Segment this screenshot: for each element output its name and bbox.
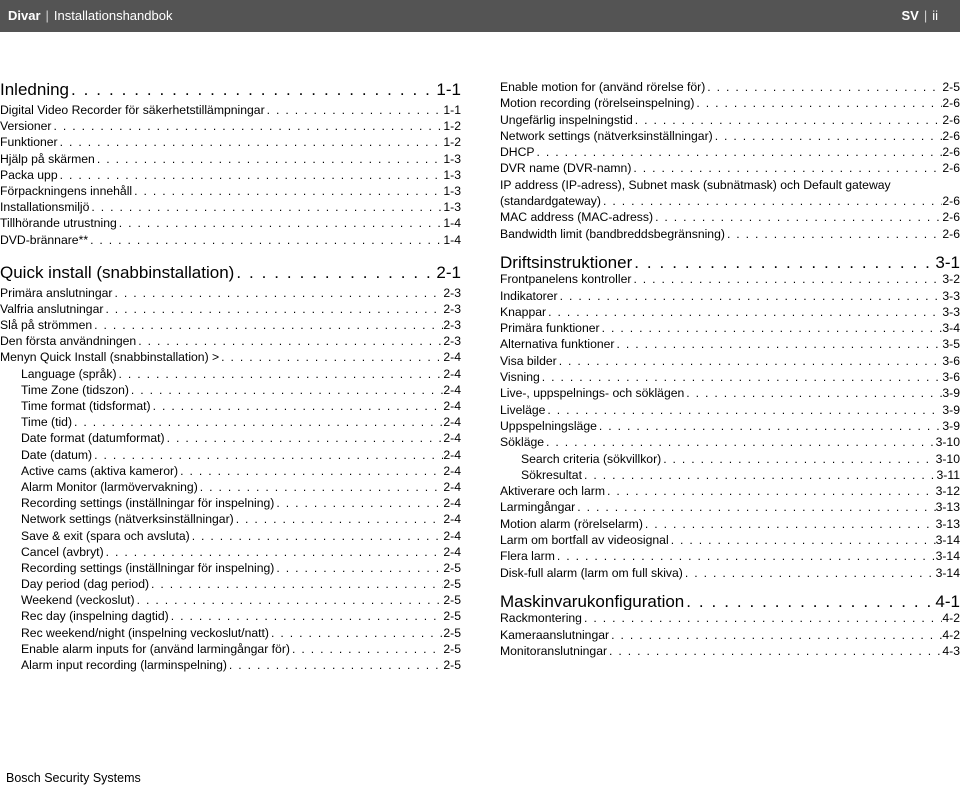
toc-subentry[interactable] (0, 544, 461, 560)
toc-entry-title: Visning (500, 370, 540, 385)
toc-entry[interactable] (500, 418, 960, 434)
toc-entry-page: 1-4 (443, 216, 461, 231)
toc-entry[interactable] (500, 499, 960, 515)
toc-entry[interactable] (500, 565, 960, 581)
toc-entry[interactable] (0, 199, 461, 215)
toc-entry-title: Sökläge (500, 435, 545, 450)
toc-entry-page: 1-3 (443, 183, 461, 198)
toc-dot-leader (575, 499, 935, 515)
toc-dot-leader (684, 594, 935, 610)
toc-entry-page: 2-5 (443, 641, 461, 656)
toc-entry-title: Kameraanslutningar (500, 627, 610, 642)
toc-entry-title: Network settings (nätverksinställningar) (500, 128, 713, 143)
toc-entry-title: Primära anslutningar (0, 285, 113, 300)
toc-dot-leader (653, 209, 942, 225)
toc-subentry[interactable] (0, 657, 461, 673)
footer-text: Bosch Security Systems (6, 771, 141, 785)
toc-entry[interactable] (500, 271, 960, 287)
toc-entry-title: Network settings (nätverksinställningar) (21, 512, 234, 527)
page-number: ii (932, 8, 938, 23)
toc-entry-page: 4-2 (942, 611, 960, 626)
toc-dot-leader (234, 261, 436, 285)
toc-entry-page: 2-5 (443, 560, 461, 575)
toc-entry-title: Valfria anslutningar (0, 301, 104, 316)
toc-dot-leader (227, 657, 443, 673)
toc-entry-title: Funktioner (0, 135, 58, 150)
toc-entry-page: 2-3 (443, 318, 461, 333)
toc-entry[interactable] (0, 151, 461, 167)
toc-entry-page: 2-6 (942, 226, 960, 241)
toc-subentry[interactable] (0, 430, 461, 446)
toc-entry-page: 2-4 (443, 496, 461, 511)
toc-dot-leader (555, 548, 936, 564)
toc-entry-title: Larmingångar (500, 500, 576, 515)
toc-entry-page: 2-5 (942, 80, 960, 94)
toc-dot-leader (88, 232, 443, 248)
toc-entry-page: 3-6 (942, 353, 960, 368)
toc-entry-page: 2-6 (942, 161, 960, 176)
toc-entry[interactable] (500, 226, 960, 242)
toc-entry-page: 3-1 (935, 254, 960, 272)
toc-entry-title: Enable motion for (använd rörelse för) (500, 80, 706, 94)
toc-entry-page: 3-10 (935, 451, 960, 466)
toc-entry[interactable] (500, 434, 960, 450)
toc-entry[interactable] (500, 353, 960, 369)
toc-dot-leader (600, 320, 943, 336)
toc-dot-leader (683, 565, 936, 581)
product-name: Divar (8, 8, 41, 23)
toc-entry[interactable] (500, 610, 960, 626)
toc-dot-leader (601, 193, 942, 209)
toc-entry-title: Save & exit (spara och avsluta) (21, 528, 190, 543)
toc-dot-leader (103, 301, 443, 317)
toc-entry[interactable] (0, 317, 461, 333)
toc-dot-leader (631, 160, 942, 176)
toc-entry[interactable] (0, 118, 461, 134)
toc-entry-page: 3-3 (942, 304, 960, 319)
toc-dot-leader (132, 183, 443, 199)
toc-entry-page: 2-6 (942, 96, 960, 111)
toc-entry-page: 2-4 (443, 366, 461, 381)
toc-entry-title: Frontpanelens kontroller (500, 272, 632, 287)
toc-dot-leader (632, 255, 935, 271)
toc-entry-title: Alarm Monitor (larmövervakning) (21, 479, 198, 494)
toc-dot-leader (136, 333, 443, 349)
toc-entry-title: Installationsmiljö (0, 200, 90, 215)
toc-dot-leader (669, 532, 936, 548)
toc-subentry[interactable] (0, 625, 461, 641)
toc-entry-title: Uppspelningsläge (500, 418, 597, 433)
toc-entry[interactable] (500, 160, 960, 176)
toc-entry-page: 2-4 (443, 447, 461, 462)
toc-dot-leader (95, 151, 444, 167)
toc-entry-page: 2-4 (443, 463, 461, 478)
toc-entry[interactable] (500, 532, 960, 548)
toc-chapter[interactable] (0, 261, 461, 285)
toc-dot-leader (545, 402, 942, 418)
toc-entry[interactable] (500, 643, 960, 659)
toc-dot-leader (607, 643, 942, 659)
toc-entry-page: 3-13 (935, 516, 960, 531)
toc-entry-title: Day period (dag period) (21, 577, 150, 592)
toc-entry[interactable] (0, 333, 461, 349)
toc-entry-title: MAC address (MAC-adress) (500, 210, 654, 225)
toc-entry-title: Weekend (veckoslut) (21, 593, 135, 608)
toc-entry-page: 1-2 (443, 135, 461, 150)
toc-entry-page: 3-12 (935, 484, 960, 499)
toc-dot-leader (633, 112, 943, 128)
toc-entry-title: DVD-brännare** (0, 232, 89, 247)
toc-dot-leader (684, 385, 942, 401)
toc-dot-leader (290, 641, 443, 657)
toc-entry-title: Live-, uppspelnings- och söklägen (500, 386, 685, 401)
toc-entry-title: Sökresultat (521, 467, 582, 482)
toc-dot-leader (234, 511, 444, 527)
toc-dot-leader (129, 382, 443, 398)
toc-entry-page: 2-5 (443, 593, 461, 608)
toc-entry-page: 2-3 (443, 285, 461, 300)
toc-entry-title: Disk-full alarm (larm om full skiva) (500, 565, 683, 580)
toc-left-column (0, 78, 461, 673)
toc-dot-leader (605, 483, 936, 499)
toc-entry-page: 2-5 (443, 658, 461, 672)
toc-entry-page: 4-1 (935, 593, 960, 611)
header-left (8, 8, 172, 23)
toc-entry-title: Time format (tidsformat) (21, 399, 151, 413)
toc-entry-title: Time (tid) (21, 415, 73, 430)
toc-dot-leader (198, 479, 444, 495)
toc-entry-title: Motion recording (rörelseinspelning) (500, 96, 695, 111)
toc-entry-page: 2-5 (443, 625, 461, 640)
toc-chapter[interactable] (500, 594, 960, 610)
toc-entry-page: 1-3 (443, 167, 461, 182)
toc-entry-page: 4-3 (942, 643, 960, 658)
toc-dot-leader (92, 317, 443, 333)
toc-entry-title: DHCP (500, 145, 535, 160)
toc-entry-title: DVR name (DVR-namn) (500, 161, 632, 176)
toc-subentry[interactable] (0, 382, 461, 398)
toc-entry[interactable] (500, 402, 960, 418)
toc-entry-page: 1-4 (443, 232, 461, 247)
language-code: SV (901, 8, 919, 23)
toc-entry-title: Förpackningens innehåll (0, 183, 133, 198)
toc-dot-leader (631, 271, 942, 287)
toc-dot-leader (725, 226, 942, 242)
toc-dot-leader (165, 430, 444, 446)
toc-entry-title: Motion alarm (rörelselarm) (500, 516, 643, 531)
toc-entry[interactable] (0, 215, 461, 231)
toc-dot-leader (713, 128, 943, 144)
toc-entry-title: Bandwidth limit (bandbreddsbegränsning) (500, 226, 725, 241)
toc-dot-leader (597, 418, 942, 434)
toc-subentry[interactable] (0, 463, 461, 479)
toc-dot-leader (219, 349, 443, 365)
toc-entry[interactable] (500, 144, 960, 160)
toc-entry-title: Rackmontering (500, 611, 582, 626)
toc-entry-title: Knappar (500, 304, 547, 319)
toc-entry-page: 2-5 (443, 609, 461, 624)
toc-dot-leader (643, 516, 936, 532)
toc-subentry[interactable] (0, 641, 461, 657)
toc-dot-leader (151, 398, 444, 414)
toc-dot-leader (609, 627, 942, 643)
toc-dot-leader (58, 134, 444, 150)
toc-dot-leader (558, 288, 943, 304)
toc-chapter[interactable] (500, 255, 960, 271)
toc-entry-title: Quick install (snabbinstallation) (0, 262, 235, 282)
toc-entry[interactable] (0, 285, 461, 301)
toc-entry-title: Driftsinstruktioner (500, 254, 633, 272)
toc-entry[interactable] (0, 301, 461, 317)
toc-dot-leader (694, 95, 942, 111)
toc-entry-title: Alternativa funktioner (500, 337, 615, 352)
toc-entry[interactable] (500, 516, 960, 532)
toc-dot-leader (274, 560, 443, 576)
toc-dot-leader (92, 447, 443, 463)
header-separator: | (45, 8, 49, 23)
toc-dot-leader (89, 199, 443, 215)
toc-entry-title: (standardgateway) (500, 194, 601, 209)
toc-subentry[interactable] (0, 398, 461, 414)
toc-dot-leader (52, 118, 444, 134)
toc-entry-page: 2-6 (942, 145, 960, 160)
toc-entry[interactable] (500, 385, 960, 401)
toc-subentry[interactable] (0, 479, 461, 495)
toc-subentry[interactable] (500, 467, 960, 483)
toc-entry[interactable] (500, 79, 960, 95)
toc-entry-title: Den första användningen (0, 334, 137, 349)
toc-entry-title: Larm om bortfall av videosignal (500, 533, 669, 548)
toc-dot-leader (661, 451, 935, 467)
toc-entry-title: Alarm input recording (larminspelning) (21, 658, 227, 672)
toc-dot-leader (265, 102, 444, 118)
toc-entry-page: 3-14 (935, 549, 960, 564)
toc-entry[interactable] (500, 336, 960, 352)
toc-dot-leader (544, 434, 936, 450)
toc-entry[interactable] (500, 95, 960, 111)
toc-dot-leader (269, 625, 443, 641)
toc-entry[interactable] (0, 349, 461, 365)
toc-entry-title: Digital Video Recorder för säkerhetstillämpningar (0, 103, 265, 117)
toc-entry-page: 2-4 (443, 350, 461, 365)
toc-entry[interactable] (500, 209, 960, 225)
toc-entry-page: 2-4 (443, 512, 461, 527)
toc-entry-title: Enable alarm inputs for (använd larmingångar för) (21, 641, 290, 656)
toc-dot-leader (546, 304, 942, 320)
toc-dot-leader (135, 592, 444, 608)
toc-entry-page: 2-1 (436, 262, 461, 282)
toc-entry-page: 3-10 (935, 435, 960, 450)
toc-entry-title: Inledning (0, 80, 70, 99)
toc-dot-leader (705, 79, 942, 95)
toc-entry-page: 2-3 (443, 301, 461, 316)
toc-subentry[interactable] (0, 608, 461, 624)
toc-entry[interactable] (0, 102, 461, 118)
toc-entry-page: 1-3 (443, 151, 461, 166)
toc-entry-page: 3-13 (935, 500, 960, 515)
toc-dot-leader (72, 414, 443, 430)
toc-entry-title: Tillhörande utrustning (0, 216, 117, 231)
toc-entry-page: 2-4 (443, 479, 461, 494)
toc-subentry[interactable] (0, 592, 461, 608)
toc-entry-page: 1-2 (443, 119, 461, 134)
toc-entry-page: 1-1 (436, 80, 461, 99)
toc-dot-leader (178, 463, 443, 479)
toc-entry-page: 2-4 (443, 382, 461, 397)
toc-dot-leader (535, 144, 943, 160)
toc-entry-title: Indikatorer (500, 288, 558, 303)
toc-entry[interactable] (0, 232, 461, 248)
toc-subentry[interactable] (0, 414, 461, 430)
toc-entry-page: 1-1 (443, 103, 461, 117)
toc-dot-leader (117, 215, 444, 231)
toc-entry-title: Language (språk) (21, 366, 117, 381)
toc-entry-title: Maskinvarukonfiguration (500, 593, 685, 611)
toc-entry-title: Packa upp (0, 167, 58, 182)
toc-entry-page: 2-5 (443, 577, 461, 592)
toc-entry-page: 3-9 (942, 386, 960, 401)
toc-dot-leader (69, 78, 436, 102)
toc-entry-title: Versioner (0, 119, 52, 134)
page-separator: | (923, 8, 928, 23)
toc-entry[interactable] (500, 193, 960, 209)
toc-entry[interactable] (0, 167, 461, 183)
toc-entry-page: 2-3 (443, 334, 461, 349)
toc-entry-page: 2-6 (942, 210, 960, 225)
toc-subentry[interactable] (0, 447, 461, 463)
toc-dot-leader (274, 495, 443, 511)
toc-entry[interactable] (500, 369, 960, 385)
toc-entry-page: 2-4 (443, 544, 461, 559)
toc-entry-title: Visa bilder (500, 353, 557, 368)
toc-right-column (500, 79, 960, 659)
toc-entry-title: Rec day (inspelning dagtid) (21, 609, 169, 624)
toc-dot-leader (190, 528, 444, 544)
toc-entry-page: 2-4 (443, 528, 461, 543)
toc-dot-leader (582, 467, 937, 483)
toc-entry-title: Ungefärlig inspelningstid (500, 112, 633, 127)
toc-entry-page: 3-6 (942, 370, 960, 385)
toc-entry[interactable] (500, 483, 960, 499)
toc-entry[interactable] (500, 320, 960, 336)
toc-entry[interactable] (500, 627, 960, 643)
toc-subentry[interactable] (0, 528, 461, 544)
toc-entry-page: 3-14 (935, 565, 960, 580)
toc-entry[interactable] (500, 548, 960, 564)
toc-entry-title: Date (datum) (21, 447, 93, 462)
toc-entry-title: Recording settings (inställningar för inspelning) (21, 496, 275, 511)
toc-entry-title: Slå på strömmen (0, 318, 93, 333)
toc-entry-title: Monitoranslutningar (500, 643, 608, 658)
toc-subentry[interactable] (0, 495, 461, 511)
toc-entry[interactable] (0, 134, 461, 150)
toc-dot-leader (582, 610, 942, 626)
toc-entry-title: Flera larm (500, 549, 555, 564)
toc-entry-title: Date format (datumformat) (21, 431, 165, 446)
header-right (901, 8, 938, 23)
toc-entry[interactable] (500, 304, 960, 320)
toc-entry-page: 2-6 (942, 112, 960, 127)
toc-entry-page: 2-6 (942, 194, 960, 209)
toc-dot-leader (112, 285, 443, 301)
toc-dot-leader (117, 366, 444, 382)
toc-dot-leader (615, 336, 943, 352)
toc-entry[interactable] (500, 112, 960, 128)
toc-subentry[interactable] (500, 451, 960, 467)
toc-dot-leader (557, 353, 943, 369)
toc-subentry[interactable] (0, 576, 461, 592)
toc-chapter[interactable] (0, 78, 461, 102)
toc-dot-leader (58, 167, 444, 183)
toc-entry-title: Search criteria (sökvillkor) (521, 451, 662, 466)
toc-entry-line: IP address (IP-adress), Subnet mask (subnätmask) och Default gateway (500, 177, 891, 192)
toc-entry-title: Aktiverare och larm (500, 484, 605, 499)
toc-entry-title: Rec weekend/night (inspelning veckoslut/natt) (21, 625, 269, 640)
toc-entry-title: Time Zone (tidszon) (21, 382, 129, 397)
toc-entry-page: 2-4 (443, 431, 461, 446)
toc-entry[interactable] (500, 128, 960, 144)
toc-subentry[interactable] (0, 560, 461, 576)
toc-entry[interactable] (500, 288, 960, 304)
toc-entry-page: 3-11 (936, 467, 960, 482)
toc-entry-title: Cancel (avbryt) (21, 544, 104, 559)
toc-entry-title: Active cams (aktiva kameror) (21, 463, 179, 478)
toc-dot-leader (169, 608, 444, 624)
toc-entry-page: 3-9 (942, 418, 960, 433)
toc-entry-title: Menyn Quick Install (snabbinstallation) > (0, 350, 220, 365)
book-title: Installationshandbok (53, 8, 173, 23)
toc-entry-page: 2-4 (443, 415, 461, 430)
toc-entry-page: 3-5 (942, 337, 960, 352)
toc-entry-title: Liveläge (500, 402, 546, 417)
toc-entry-page: 2-4 (443, 399, 461, 413)
toc-entry-page: 2-6 (942, 128, 960, 143)
toc-subentry[interactable] (0, 511, 461, 527)
toc-dot-leader (104, 544, 444, 560)
toc-entry[interactable] (0, 183, 461, 199)
toc-entry-page: 3-9 (942, 402, 960, 417)
toc-entry-title: Hjälp på skärmen (0, 151, 95, 166)
toc-entry-page: 4-2 (942, 627, 960, 642)
toc-entry-page: 3-4 (942, 321, 960, 336)
toc-entry-page: 3-3 (942, 288, 960, 303)
toc-dot-leader (540, 369, 943, 385)
header-bar (0, 0, 960, 32)
toc-entry-page: 3-14 (935, 533, 960, 548)
toc-entry-title: Recording settings (inställningar för inspelning) (21, 560, 275, 575)
toc-entry-page: 1-3 (443, 200, 461, 215)
toc-subentry[interactable] (0, 366, 461, 382)
toc-entry-page: 3-2 (942, 272, 960, 287)
toc-dot-leader (149, 576, 443, 592)
toc-entry-title: Primära funktioner (500, 321, 600, 336)
